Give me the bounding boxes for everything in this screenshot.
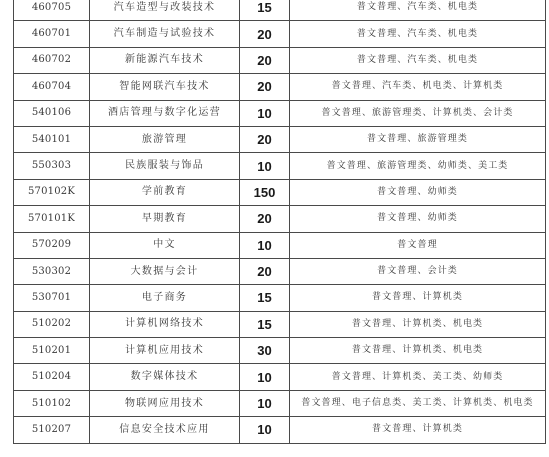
enrollment-count-cell: 10 xyxy=(240,100,290,126)
eligible-categories-cell: 普文普理、旅游管理类、计算机类、会计类 xyxy=(290,100,546,126)
eligible-categories-cell: 普文普理、会计类 xyxy=(290,258,546,284)
major-name-cell: 学前教育 xyxy=(90,179,240,205)
eligible-categories-cell: 普文普理、汽车类、机电类 xyxy=(290,0,546,21)
major-code-cell: 570102K xyxy=(14,179,90,205)
major-name-cell: 酒店管理与数字化运营 xyxy=(90,100,240,126)
enrollment-count-cell: 10 xyxy=(240,417,290,443)
eligible-categories-cell: 普文普理、汽车类、机电类 xyxy=(290,21,546,47)
major-code-cell: 460704 xyxy=(14,74,90,100)
major-code-cell: 510201 xyxy=(14,338,90,364)
table-row xyxy=(14,0,546,21)
table-row xyxy=(14,338,546,364)
table-row xyxy=(14,74,546,100)
enrollment-count-cell: 150 xyxy=(240,179,290,205)
eligible-categories-cell: 普文普理、电子信息类、美工类、计算机类、机电类 xyxy=(290,390,546,416)
table-row xyxy=(14,206,546,232)
enrollment-count-cell: 20 xyxy=(240,126,290,152)
table-row xyxy=(14,21,546,47)
major-name-cell: 汽车制造与试验技术 xyxy=(90,21,240,47)
enrollment-count-cell: 20 xyxy=(240,21,290,47)
enrollment-count-cell: 15 xyxy=(240,0,290,21)
majors-table-body xyxy=(14,0,546,443)
major-name-cell: 物联网应用技术 xyxy=(90,390,240,416)
major-code-cell: 540101 xyxy=(14,126,90,152)
major-code-cell: 460701 xyxy=(14,21,90,47)
table-row xyxy=(14,126,546,152)
table-row xyxy=(14,364,546,390)
eligible-categories-cell: 普文普理、计算机类、机电类 xyxy=(290,338,546,364)
table-row xyxy=(14,390,546,416)
table-row xyxy=(14,100,546,126)
major-code-cell: 510204 xyxy=(14,364,90,390)
eligible-categories-cell: 普文普理、计算机类 xyxy=(290,285,546,311)
major-code-cell: 510202 xyxy=(14,311,90,337)
eligible-categories-cell: 普文普理、计算机类、美工类、幼师类 xyxy=(290,364,546,390)
major-name-cell: 旅游管理 xyxy=(90,126,240,152)
major-name-cell: 大数据与会计 xyxy=(90,258,240,284)
table-row xyxy=(14,179,546,205)
enrollment-count-cell: 10 xyxy=(240,364,290,390)
major-code-cell: 460702 xyxy=(14,47,90,73)
major-name-cell: 民族服装与饰品 xyxy=(90,153,240,179)
major-name-cell: 汽车造型与改装技术 xyxy=(90,0,240,21)
enrollment-count-cell: 15 xyxy=(240,311,290,337)
major-name-cell: 电子商务 xyxy=(90,285,240,311)
majors-table xyxy=(13,0,546,444)
enrollment-count-cell: 20 xyxy=(240,47,290,73)
major-code-cell: 540106 xyxy=(14,100,90,126)
eligible-categories-cell: 普文普理、幼师类 xyxy=(290,206,546,232)
table-row xyxy=(14,417,546,443)
major-name-cell: 智能网联汽车技术 xyxy=(90,74,240,100)
eligible-categories-cell: 普文普理、计算机类、机电类 xyxy=(290,311,546,337)
table-row xyxy=(14,311,546,337)
enrollment-count-cell: 10 xyxy=(240,232,290,258)
major-code-cell: 510102 xyxy=(14,390,90,416)
eligible-categories-cell: 普文普理、汽车类、机电类 xyxy=(290,47,546,73)
major-name-cell: 计算机网络技术 xyxy=(90,311,240,337)
eligible-categories-cell: 普文普理、旅游管理类、幼师类、美工类 xyxy=(290,153,546,179)
major-name-cell: 中文 xyxy=(90,232,240,258)
eligible-categories-cell: 普文普理、计算机类 xyxy=(290,417,546,443)
major-name-cell: 数字媒体技术 xyxy=(90,364,240,390)
enrollment-count-cell: 20 xyxy=(240,258,290,284)
enrollment-count-cell: 20 xyxy=(240,74,290,100)
eligible-categories-cell: 普文普理、幼师类 xyxy=(290,179,546,205)
table-row xyxy=(14,258,546,284)
table-row xyxy=(14,47,546,73)
major-code-cell: 460705 xyxy=(14,0,90,21)
eligible-categories-cell: 普文普理、旅游管理类 xyxy=(290,126,546,152)
major-code-cell: 550303 xyxy=(14,153,90,179)
table-row xyxy=(14,232,546,258)
major-name-cell: 计算机应用技术 xyxy=(90,338,240,364)
eligible-categories-cell: 普文普理、汽车类、机电类、计算机类 xyxy=(290,74,546,100)
eligible-categories-cell: 普文普理 xyxy=(290,232,546,258)
major-name-cell: 新能源汽车技术 xyxy=(90,47,240,73)
enrollment-count-cell: 20 xyxy=(240,206,290,232)
enrollment-count-cell: 30 xyxy=(240,338,290,364)
major-code-cell: 510207 xyxy=(14,417,90,443)
major-code-cell: 530302 xyxy=(14,258,90,284)
major-code-cell: 570101K xyxy=(14,206,90,232)
major-code-cell: 530701 xyxy=(14,285,90,311)
enrollment-count-cell: 10 xyxy=(240,153,290,179)
enrollment-count-cell: 10 xyxy=(240,390,290,416)
table-row xyxy=(14,285,546,311)
enrollment-count-cell: 15 xyxy=(240,285,290,311)
major-code-cell: 570209 xyxy=(14,232,90,258)
major-name-cell: 早期教育 xyxy=(90,206,240,232)
table-row xyxy=(14,153,546,179)
major-name-cell: 信息安全技术应用 xyxy=(90,417,240,443)
